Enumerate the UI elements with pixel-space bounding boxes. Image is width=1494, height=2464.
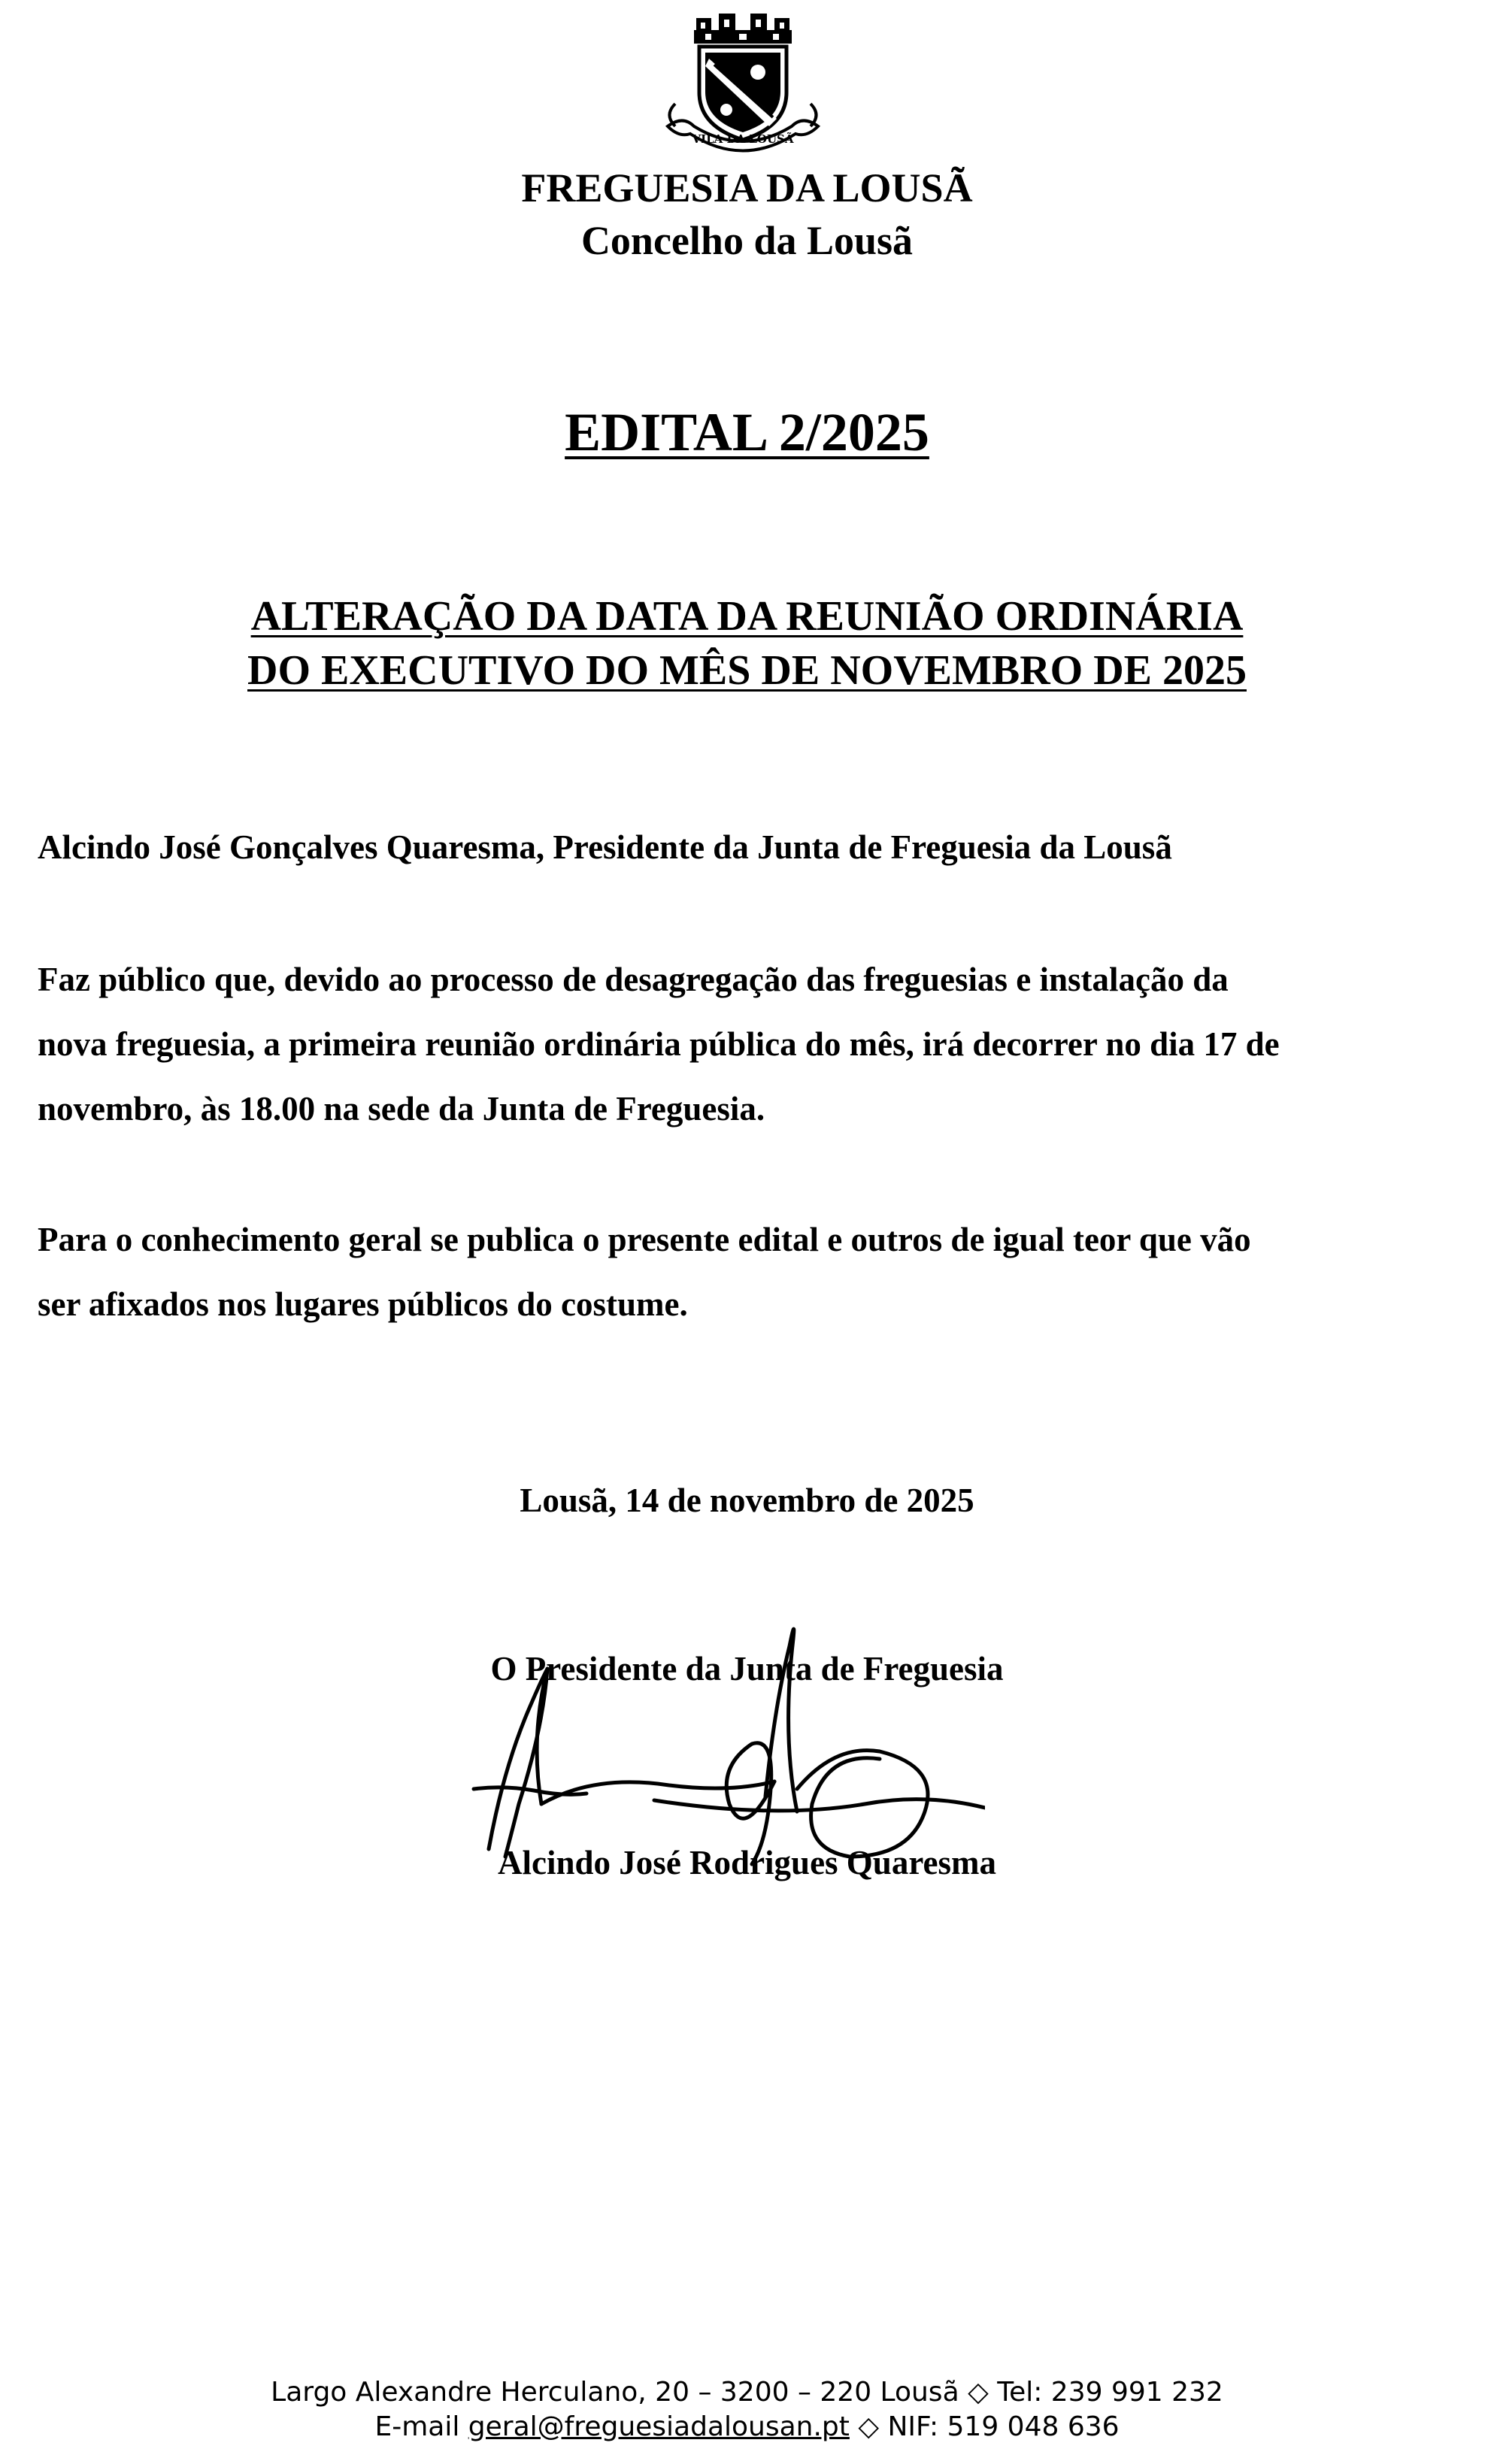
subject-line-1: ALTERAÇÃO DA DATA DA REUNIÃO ORDINÁRIA	[250, 593, 1244, 640]
parish-name: FREGUESIA DA LOUSÃ	[521, 165, 973, 210]
paragraph-2-line-1: Para o conhecimento geral se publica o presente edital e outros de igual teor que vão	[38, 1221, 1251, 1258]
issuer-line: Alcindo José Gonçalves Quaresma, Presidente da Junta de Freguesia da Lousã	[38, 828, 1172, 866]
footer-email-link[interactable]: geral@freguesiadalousan.pt	[468, 2411, 850, 2442]
paragraph-1-line-2: nova freguesia, a primeira reunião ordinária pública do mês, irá decorrer no dia 17 de	[38, 1025, 1280, 1063]
paragraph-1-line-1: Faz público que, devido ao processo de desagregação das freguesias e instalação da	[38, 961, 1229, 998]
document-title: EDITAL 2/2025	[565, 402, 929, 462]
signer-role: O Presidente da Junta de Freguesia	[490, 1650, 1004, 1688]
paragraph-1-line-3: novembro, às 18.00 na sede da Junta de Freguesia.	[38, 1090, 765, 1128]
signer-name: Alcindo José Rodrigues Quaresma	[498, 1844, 996, 1881]
municipality-name: Concelho da Lousã	[580, 218, 914, 263]
crest-motto: VILA DA LOUSÃ	[692, 132, 794, 146]
place-date: Lousã, 14 de novembro de 2025	[520, 1482, 974, 1519]
municipal-crest-icon	[653, 14, 833, 160]
footer-contact	[0, 2410, 1494, 2444]
footer-address: Largo Alexandre Herculano, 20 – 3200 – 220 Lousã ◇ Tel: 239 991 232	[271, 2377, 1223, 2408]
footer-email-prefix: E-mail	[374, 2411, 468, 2442]
subject-line-2: DO EXECUTIVO DO MÊS DE NOVEMBRO DE 2025	[247, 647, 1247, 694]
paragraph-2-line-2: ser afixados nos lugares públicos do costume.	[38, 1285, 688, 1323]
footer-nif: ◇ NIF: 519 048 636	[849, 2411, 1120, 2442]
